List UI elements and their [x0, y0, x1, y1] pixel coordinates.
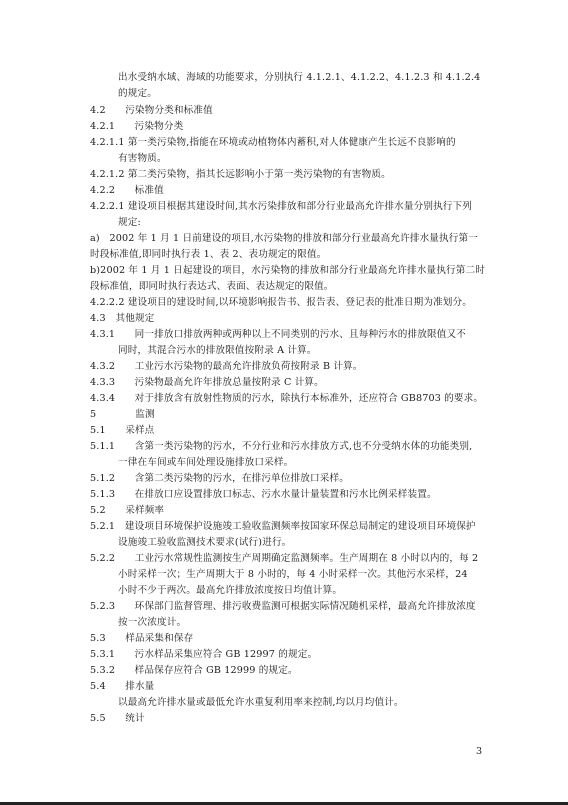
text-line: 5.1.3 在排放口应设置排放口标志、污水水量计量装置和污水比例采样装置。 — [90, 489, 437, 500]
text-line: 按一次浓度计。 — [118, 617, 187, 628]
section-heading: 5.2 采样频率 — [90, 505, 165, 516]
text-line: 5.2.3 环保部门监督管理、排污收费监测可根据实际情况随机采样，最高允许排放浓度 — [90, 601, 476, 612]
text-line: 4.2.2.2 建设项目的建设时间,以环境影响报告书、报告表、登记表的批准日期为准划分。 — [90, 297, 473, 308]
text-line: 5.3.2 样品保存应符合 GB 12999 的规定。 — [90, 665, 298, 676]
text-line: 规定: — [118, 217, 141, 228]
text-line: 段标准值，即同时执行表达式、表面、表达规定的限值。 — [90, 281, 334, 292]
text-line: 小时采样一次；生产周期大于 8 小时的，每 4 小时采样一次。其他污水采样，24 — [118, 569, 468, 580]
text-line: 的规定。 — [118, 88, 157, 99]
text-line: 有害物质。 — [118, 153, 167, 164]
text-line: a) 2002 年 1 月 1 日前建设的项目,水污染物的排放和部分行业最高允许排水量执行第一 — [90, 233, 479, 244]
section-heading: 4.2.1 污染物分类 — [90, 121, 184, 132]
section-heading: 5.1 采样点 — [90, 425, 155, 436]
text-line: 5.2.2 工业污水常规性监测按生产周期确定监测频率。生产周期在 8 小时以内的，每 2 — [90, 553, 479, 564]
text-line: 小时不少于两次。最高允许排放浓度按日均值计算。 — [118, 585, 343, 596]
text-line: 4.3.4 对于排放含有放射性物质的污水，除执行本标准外，还应符合 GB8703 的要求。 — [90, 393, 484, 404]
text-line: 5.1.2 含第二类污染物的污水，在排污单位排放口采样。 — [90, 473, 350, 484]
text-line: 4.2.1.2 第二类污染物，指其长远影响小于第一类污染物的有害物质。 — [90, 169, 391, 180]
text-line: 5.1.1 含第一类污染物的污水，不分行业和污水排放方式,也不分受纳水体的功能类别, — [90, 441, 473, 452]
text-line: 出水受纳水域、海域的功能要求，分别执行 4.1.2.1、4.1.2.2、4.1.2.3 和 4.1.2.4 — [118, 72, 481, 83]
text-line: b)2002 年 1 月 1 日起建设的项目，水污染物的排放和部分行业最高允许排水量执行第二时 — [90, 265, 485, 276]
text-line: 5.3.1 污水样品采集应符合 GB 12997 的规定。 — [90, 649, 318, 660]
text-line: 时段标准值,即同时执行表 1、表 2、表功规定的限值。 — [90, 249, 327, 260]
section-heading: 4.2 污染物分类和标准值 — [90, 105, 213, 116]
text-line: 设施竣工验收监测技术要求(试行)进行。 — [118, 537, 292, 548]
page-number: 3 — [476, 746, 483, 757]
text-line: 同时，其混合污水的排放限值按附录 A 计算。 — [118, 345, 317, 356]
text-line: 一律在车间或车间处理设施排放口采样。 — [118, 457, 294, 468]
text-line: 5.2.1 建设项目环境保护设施竣工验收监测频率按国家环保总局制定的建设项目环境保护 — [90, 521, 476, 532]
text-line: 4.2.1.1 第一类污染物,指能在环境或动植物体内蓄积,对人体健康产生长远不良影响的 — [90, 137, 456, 148]
text-line: 4.3.2 工业污水污染物的最高允许排放负荷按附录 B 计算。 — [90, 361, 363, 372]
text-line: 4.3.1 同一排放口排放两种或两种以上不同类别的污水、且每种污水的排放限值又不 — [90, 329, 466, 340]
text-line: 4.3.3 污染物最高允许年排放总量按附录 C 计算。 — [90, 377, 324, 388]
section-heading: 4.3 其他规定 — [90, 313, 155, 324]
section-heading: 5.3 样品采集和保存 — [90, 633, 194, 644]
section-heading: 5.5 统计 — [90, 713, 145, 724]
section-heading: 5.4 排水量 — [90, 681, 155, 692]
section-heading: 4.2.2 标准值 — [90, 185, 164, 196]
text-line: 4.2.2.1 建设项目根据其建设时间,其水污染排放和部分行业最高允许排水量分别执行下列 — [90, 201, 473, 212]
section-heading: 5 监测 — [90, 409, 155, 420]
text-line: 以最高允许排水量或最低允许水重复利用率来控制,均以月均值计。 — [118, 697, 404, 708]
